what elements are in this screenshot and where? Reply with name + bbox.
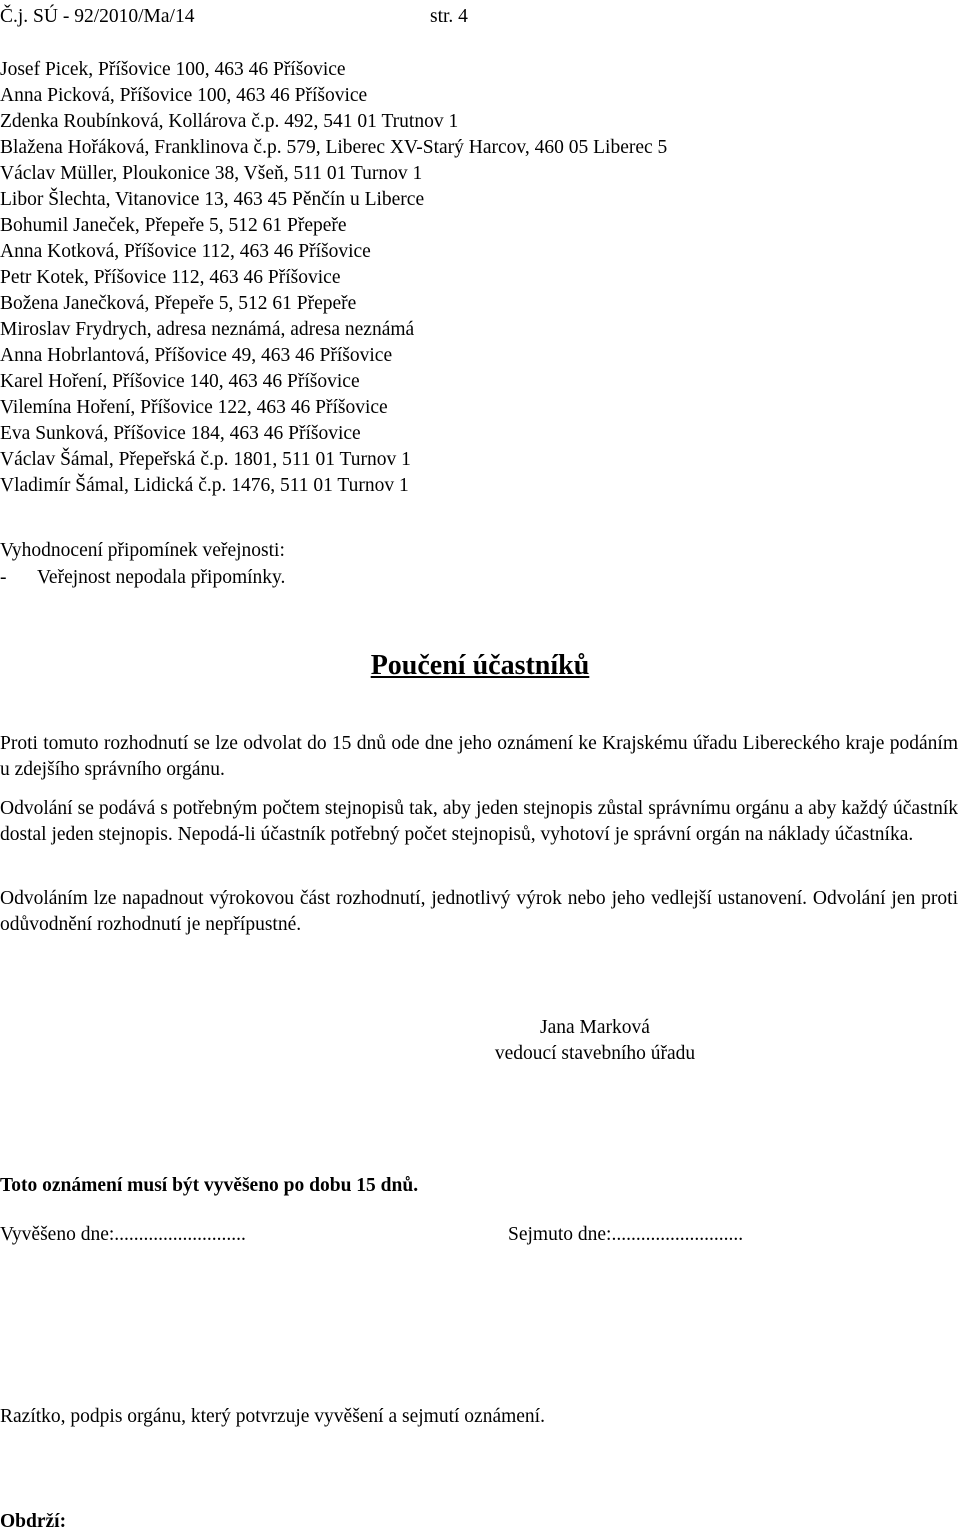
recipient-item: Miroslav Frydrych, adresa neznámá, adresa neznámá xyxy=(0,319,415,340)
stamp-signature-note: Razítko, podpis orgánu, který potvrzuje vyvěšení a sejmutí oznámení. xyxy=(0,1406,545,1427)
posting-duration-note: Toto oznámení musí být vyvěšeno po dobu 15 dnů. xyxy=(0,1175,419,1196)
recipient-item: Vilemína Hoření, Příšovice 122, 463 46 Příšovice xyxy=(0,397,388,418)
public-comments-evaluation xyxy=(0,537,960,591)
instruction-paragraph-scope: Odvoláním lze napadnout výrokovou část rozhodnutí, jednotlivý výrok nebo jeho vedlejší ustanovení. Odvolání jen proti odůvodnění rozhodnutí je nepřípustné. xyxy=(0,888,958,935)
recipient-item: Vladimír Šámal, Lidická č.p. 1476, 511 01 Turnov 1 xyxy=(0,475,409,496)
reference-number: Č.j. SÚ - 92/2010/Ma/14 xyxy=(0,6,195,27)
recipient-item: Božena Janečková, Přepeře 5, 512 61 Přepeře xyxy=(0,293,357,314)
posted-date-field: Vyvěšeno dne:........................... xyxy=(0,1224,246,1245)
recipient-item: Václav Šámal, Přepeřská č.p. 1801, 511 01 Turnov 1 xyxy=(0,449,411,470)
distribution-heading: Obdrží: xyxy=(0,1511,67,1532)
recipient-item: Karel Hoření, Příšovice 140, 463 46 Příšovice xyxy=(0,371,360,392)
recipient-item: Petr Kotek, Příšovice 112, 463 46 Příšovice xyxy=(0,267,341,288)
list-dash: - xyxy=(0,567,7,588)
page-header xyxy=(0,6,470,32)
evaluation-item xyxy=(0,564,960,591)
recipient-item: Anna Picková, Příšovice 100, 463 46 Příšovice xyxy=(0,85,368,106)
recipient-item: Zdenka Roubínková, Kollárova č.p. 492, 541 01 Trutnov 1 xyxy=(0,111,459,132)
signature-block xyxy=(440,1015,750,1067)
signatory-role: vedoucí stavebního úřadu xyxy=(494,1043,696,1064)
evaluation-item-text: Veřejnost nepodala připomínky. xyxy=(37,567,286,588)
instruction-paragraph-copies: Odvolání se podává s potřebným počtem stejnopisů tak, aby jeden stejnopis zůstal správnímu orgánu a aby každý účastník dostal jeden stejnopis. Nepodá-li účastník potřebný počet stejnopisů, vyhotoví je správní orgán na náklady účastníka. xyxy=(0,798,958,845)
recipient-item: Blažena Hořáková, Franklinova č.p. 579, Liberec XV-Starý Harcov, 460 05 Liberec 5 xyxy=(0,137,668,158)
recipient-item: Eva Sunková, Příšovice 184, 463 46 Příšovice xyxy=(0,423,361,444)
instruction-paragraph-appeal: Proti tomuto rozhodnutí se lze odvolat do 15 dnů ode dne jeho oznámení ke Krajskému úřadu Libereckého kraje podáním u zdejšího správního orgánu. xyxy=(0,733,958,780)
signatory-name: Jana Marková xyxy=(540,1017,650,1038)
recipient-list xyxy=(0,57,960,499)
removed-date-field: Sejmuto dne:........................... xyxy=(508,1224,744,1245)
recipient-item: Anna Kotková, Příšovice 112, 463 46 Příšovice xyxy=(0,241,371,262)
recipient-item: Libor Šlechta, Vitanovice 13, 463 45 Pěnčín u Liberce xyxy=(0,189,425,210)
page-number: str. 4 xyxy=(430,6,468,27)
recipient-item: Anna Hobrlantová, Příšovice 49, 463 46 Příšovice xyxy=(0,345,393,366)
posting-dates-row xyxy=(0,1222,960,1248)
evaluation-title: Vyhodnocení připomínek veřejnosti: xyxy=(0,540,285,561)
recipient-item: Václav Müller, Ploukonice 38, Všeň, 511 01 Turnov 1 xyxy=(0,163,423,184)
recipient-item: Bohumil Janeček, Přepeře 5, 512 61 Přepeře xyxy=(0,215,347,236)
instruction-heading: Poučení účastníků xyxy=(370,650,590,681)
recipient-item: Josef Picek, Příšovice 100, 463 46 Příšovice xyxy=(0,59,346,80)
